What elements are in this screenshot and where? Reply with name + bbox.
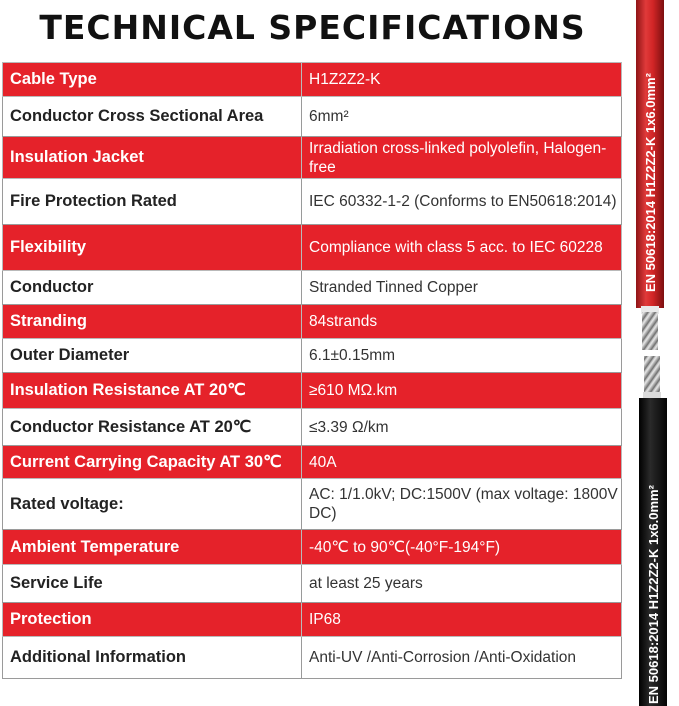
spec-key: Stranding	[3, 305, 302, 339]
table-row	[3, 271, 622, 305]
table-row	[3, 409, 622, 446]
spec-value: 84strands	[302, 305, 622, 339]
table-row	[3, 373, 622, 409]
spec-value: AC: 1/1.0kV; DC:1500V (max voltage: 1800V DC)	[302, 479, 622, 530]
spec-value: Irradiation cross-linked polyolefin, Halogen-free	[302, 137, 622, 179]
table-row	[3, 530, 622, 565]
spec-key: Fire Protection Rated	[3, 179, 302, 225]
table-row	[3, 446, 622, 479]
spec-key: Current Carrying Capacity AT 30℃	[3, 446, 302, 479]
table-row	[3, 603, 622, 637]
spec-value: -40℃ to 90℃(-40°F-194°F)	[302, 530, 622, 565]
spec-key: Cable Type	[3, 63, 302, 97]
table-row	[3, 179, 622, 225]
table-row	[3, 225, 622, 271]
spec-value: ≥610 MΩ.km	[302, 373, 622, 409]
table-row	[3, 305, 622, 339]
table-row	[3, 565, 622, 603]
black-cable-marking: EN 50618:2014 H1Z2Z2-K 1x6.0mm²	[646, 485, 661, 704]
table-row	[3, 63, 622, 97]
spec-value: IP68	[302, 603, 622, 637]
spec-value: 6mm²	[302, 97, 622, 137]
spec-value: Stranded Tinned Copper	[302, 271, 622, 305]
spec-value: Anti-UV /Anti-Corrosion /Anti-Oxidation	[302, 637, 622, 679]
spec-key: Service Life	[3, 565, 302, 603]
spec-value: 40A	[302, 446, 622, 479]
table-row	[3, 637, 622, 679]
spec-value: Compliance with class 5 acc. to IEC 60228	[302, 225, 622, 271]
black-cable-conductor	[644, 356, 660, 396]
page-title: TECHNICAL SPECIFICATIONS	[39, 8, 586, 47]
table-row	[3, 137, 622, 179]
spec-value: ≤3.39 Ω/km	[302, 409, 622, 446]
spec-key: Ambient Temperature	[3, 530, 302, 565]
table-row	[3, 97, 622, 137]
table-row	[3, 479, 622, 530]
spec-key: Protection	[3, 603, 302, 637]
spec-key: Conductor	[3, 271, 302, 305]
spec-key: Conductor Cross Sectional Area	[3, 97, 302, 137]
spec-table	[2, 62, 622, 679]
spec-key: Conductor Resistance AT 20℃	[3, 409, 302, 446]
spec-key: Additional Information	[3, 637, 302, 679]
red-cable-marking: EN 50618:2014 H1Z2Z2-K 1x6.0mm²	[643, 73, 658, 292]
spec-value: 6.1±0.15mm	[302, 339, 622, 373]
solar-cable-image	[632, 0, 679, 706]
spec-key: Insulation Resistance AT 20℃	[3, 373, 302, 409]
spec-key: Outer Diameter	[3, 339, 302, 373]
spec-value: at least 25 years	[302, 565, 622, 603]
spec-key: Insulation Jacket	[3, 137, 302, 179]
black-cable-insulation	[643, 392, 661, 399]
spec-value: H1Z2Z2-K	[302, 63, 622, 97]
spec-key: Flexibility	[3, 225, 302, 271]
red-cable-conductor	[642, 312, 658, 350]
table-row	[3, 339, 622, 373]
spec-key: Rated voltage:	[3, 479, 302, 530]
spec-value: IEC 60332-1-2 (Conforms to EN50618:2014)	[302, 179, 622, 225]
